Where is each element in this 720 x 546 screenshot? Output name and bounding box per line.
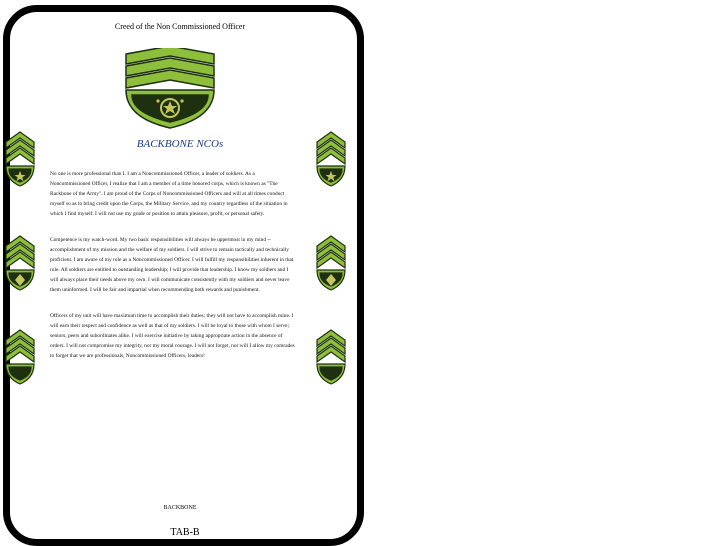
master-sergeant-insignia-icon [315, 328, 347, 386]
emblem-title: BACKBONE NCOs [136, 138, 224, 150]
creed-paragraph-2: Competence is my watch-word. My two basic responsibilities will always be uppermost in my mind -- accomplishment of my mission and the welfare of my soldiers. I will strive to remain tactically and technically proficient. I am aware of my role as a Noncommissioned Officer. I will fulfill my responsibilities inherent in that role. All soldiers are entitled to outstanding leadership; I will provide that leadership. I know my soldiers and I will always place their needs above my own. I will communicate consistently with my soldiers and never leave them uninformed. I will be fair and impartial when recommending both rewards and punishment. [50, 237, 294, 293]
footer-label: BACKBONE [163, 505, 197, 511]
sergeant-major-insignia-icon [4, 130, 36, 188]
first-sergeant-insignia-icon [315, 234, 347, 292]
first-sergeant-insignia-icon [4, 234, 36, 292]
command-sergeant-major-insignia-icon [120, 48, 220, 130]
tab-label: TAB-B [170, 527, 200, 538]
creed-paragraph-1: No one is more professional than I. I am a Noncommissioned Officer, a leader of soldiers. As a Noncommissioned Officer, I realize that I am a member of a time honored corps, which is known as "The Backbone of the Army". I am proud of the Corps of Noncommissioned Officers and will at all times conduct myself so as to bring credit upon the Corps, the Military Service, and my country regardless of the situation in which I find myself. I will not use my grade or position to attain pleasure, profit, or personal safety. [50, 171, 288, 217]
sergeant-major-insignia-icon [315, 130, 347, 188]
creed-paragraph-3: Officers of my unit will have maximum time to accomplish their duties; they will not have to accomplish mine. I will earn their respect and confidence as well as that of my soldiers. I will be loyal to those with whom I serve; seniors, peers and subordinates alike. I will exercise initiative by taking appropriate action in the absence of orders. I will not compromise my integrity, nor my moral courage. I will not forget, nor will I allow my comrades to forget that we are professionals, Noncommissioned Officers, leaders! [50, 313, 295, 359]
page-title: Creed of the Non Commissioned Officer [114, 22, 246, 31]
master-sergeant-insignia-icon [4, 328, 36, 386]
